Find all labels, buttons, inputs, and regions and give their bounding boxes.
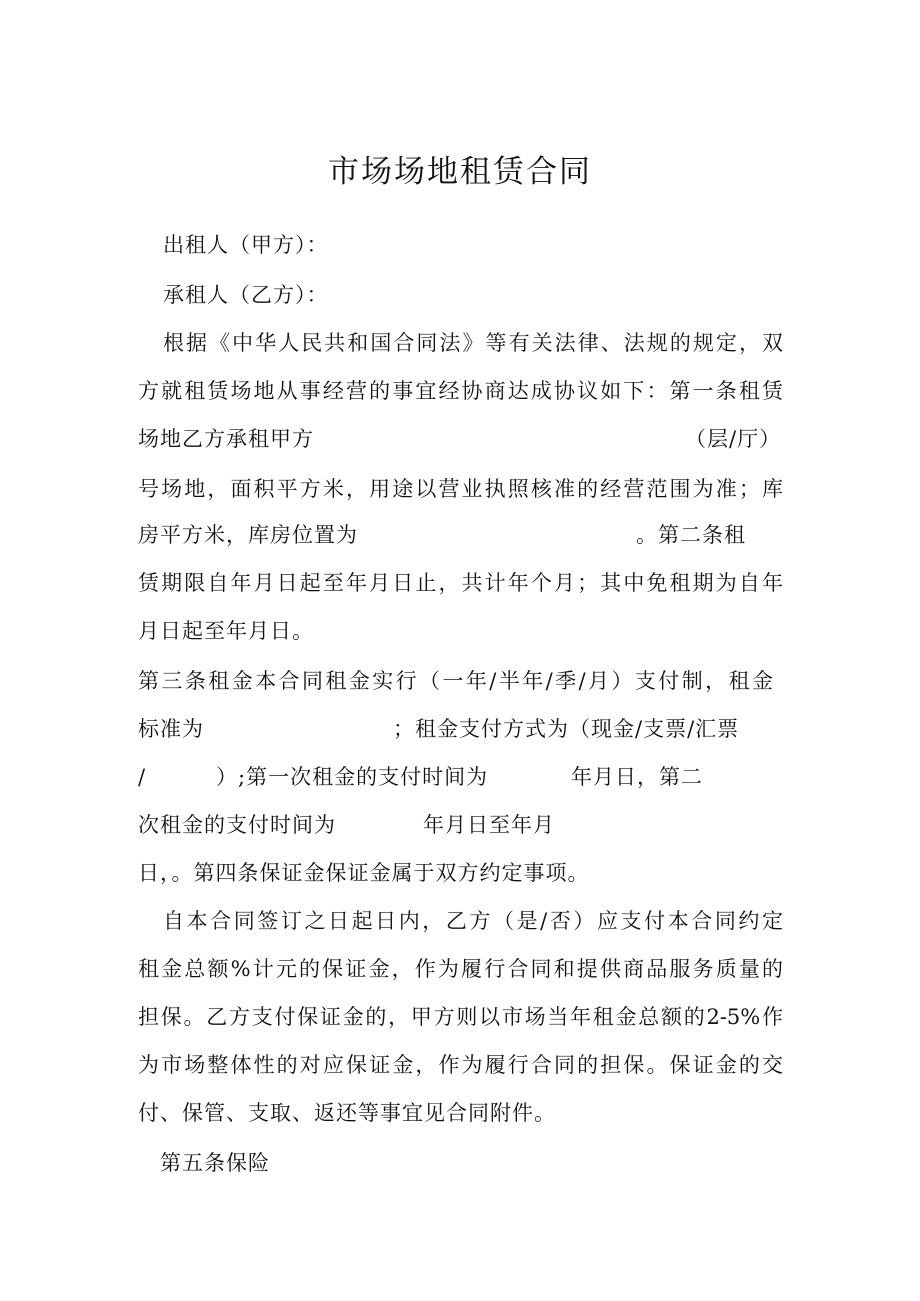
paragraph-line [138,810,798,840]
text-segment: ）;第一次租金的支付时间为 [216,765,489,789]
paragraph-line [138,520,798,550]
text-segment: （层/厅） [685,427,782,451]
paragraph-line: 号场地，面积平方米，用途以营业执照核准的经营范围为准；库 [138,477,783,501]
paragraph-line: 为市场整体性的对应保证金，作为履行合同的担保。保证金的交 [138,1053,783,1077]
paragraph-line: 方就租赁场地从事经营的事宜经协商达成协议如下：第一条租赁 [138,379,783,403]
text-segment: 年月日，第二 [571,765,703,789]
paragraph-line [138,714,798,744]
paragraph-line: 自本合同签订之日起日内，乙方（是/否）应支付本合同约定 [163,909,783,933]
paragraph-line: 根据《中华人民共和国合同法》等有关法律、法规的规定，双 [163,331,783,355]
text-segment: 次租金的支付时间为 [138,813,336,837]
paragraph-line: 日，。第四条保证金保证金属于双方约定事项。 [138,861,590,885]
page-title: 市场场地租赁合同 [328,154,592,190]
text-segment: / [138,765,147,789]
paragraph-line: 付、保管、支取、返还等事宜见合同附件。 [138,1101,556,1125]
paragraph-line: 担保。乙方支付保证金的，甲方则以市场当年租金总额的2-5%作 [138,1005,783,1029]
text-segment: 场地乙方承租甲方 [138,427,314,451]
section-heading: 第五条保险 [160,1151,270,1175]
text-segment: 年月日至年月 [423,813,555,837]
paragraph-line [138,762,798,792]
text-segment: 标准为 [138,717,204,741]
paragraph-line: 第三条租金本合同租金实行（一年/半年/季/月）支付制，租金 [138,669,773,693]
paragraph-line [138,424,798,454]
text-segment: 。第二条租 [636,523,746,547]
text-segment: 房平方米，库房位置为 [138,523,358,547]
paragraph-line: 租金总额%计元的保证金，作为履行合同和提供商品服务质量的 [138,957,783,981]
paragraph-line: 赁期限自年月日起至年月日止，共计年个月；其中免租期为自年 [138,571,783,595]
paragraph-line: 月日起至年月日。 [138,619,314,643]
lessee-line: 承租人（乙方）： [163,283,329,307]
lessor-line: 出租人（甲方）： [163,233,329,257]
text-segment: ；租金支付方式为（现金/支票/汇票 [393,717,740,741]
